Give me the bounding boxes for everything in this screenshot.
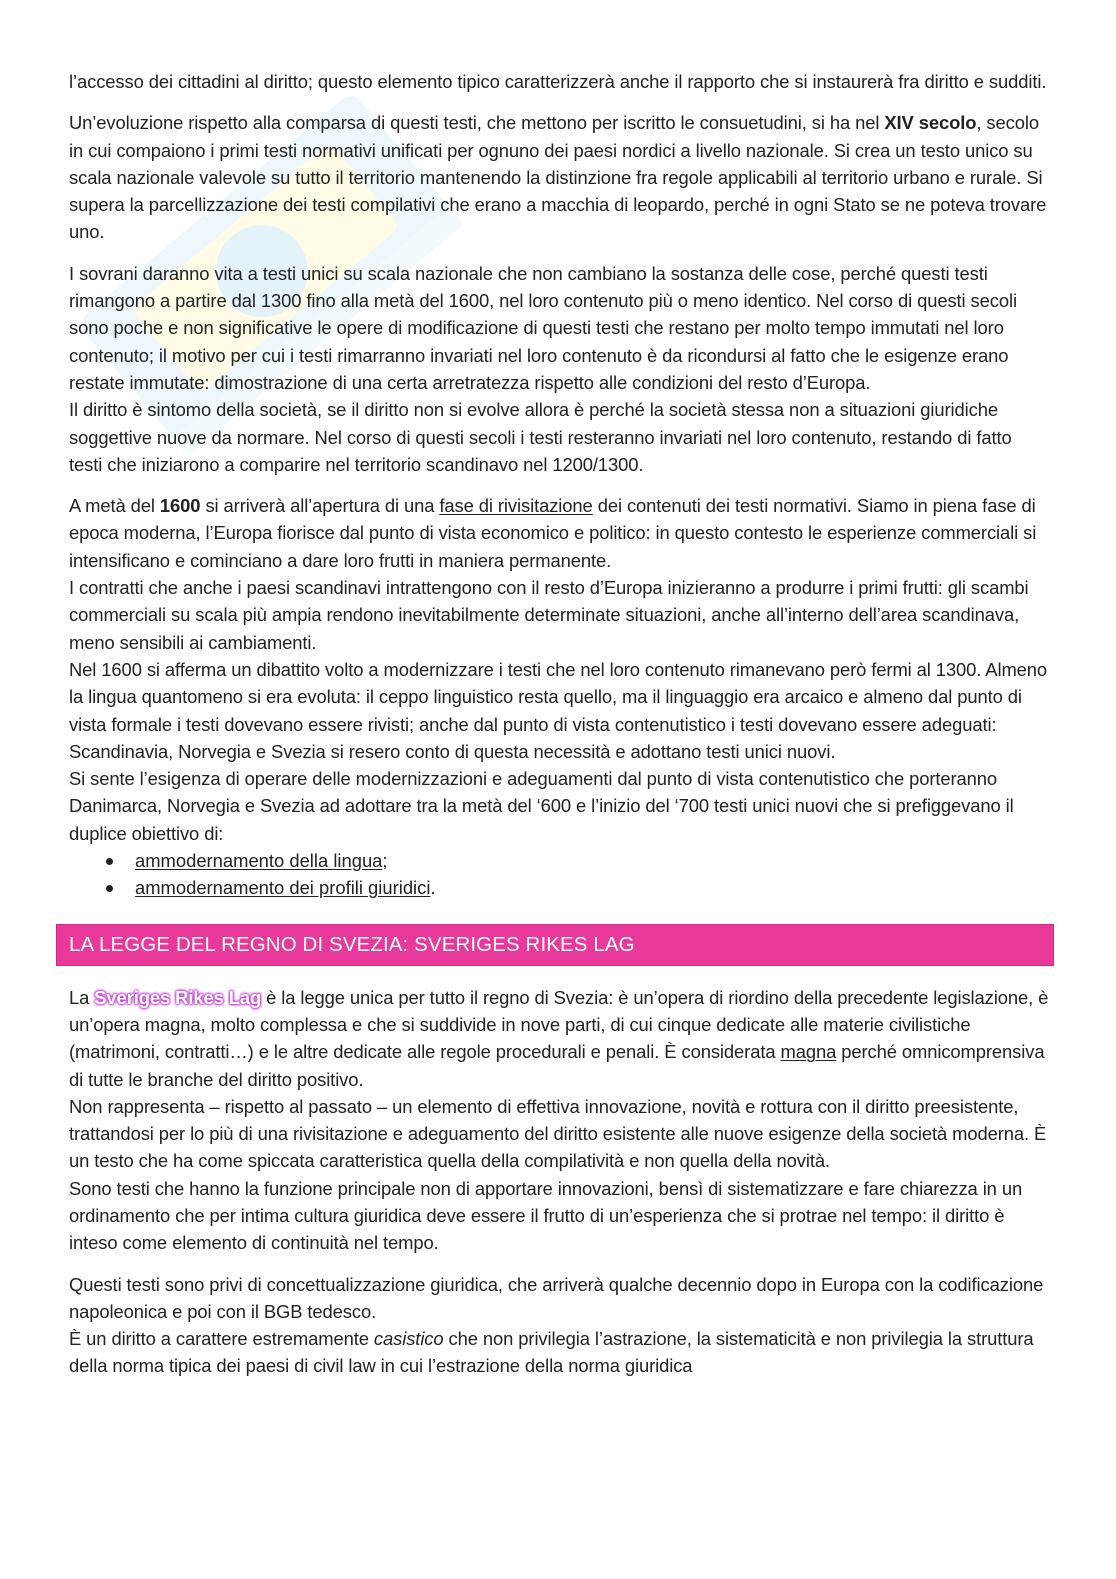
document-page bbox=[69, 68, 1049, 1380]
italic-text: casistico bbox=[373, 1328, 444, 1350]
paragraph: I contratti che anche i paesi scandinavi intrattengono con il resto d’Europa inizieranno a produrre i primi frutti: gli scambi commerciali su scala più ampia rendono inevitabilmente determinate situazioni, anche all’interno dell’area scandinava, meno sensibili ai cambiamenti. bbox=[69, 577, 1029, 653]
paragraph: Il diritto è sintomo della società, se il diritto non si evolve allora è perché la società stessa non a situazioni giuridiche soggettive nuove da normare. Nel corso di questi secoli i testi resteranno invariati nel loro contenuto, restando di fatto testi che iniziarono a comparire nel territorio scandinavo nel 1200/1300. bbox=[69, 399, 1012, 475]
paragraph: Non rappresenta – rispetto al passato – un elemento di effettiva innovazione, novità e rottura con il diritto preesistente, trattandosi per lo più di una rivisitazione e adeguamento del diritto esistente alle nuove esigenze della società moderna. È un testo che ha come spiccata caratteristica quella della compilatività e non quella della novità. bbox=[69, 1095, 1047, 1172]
paragraph: I sovrani daranno vita a testi unici su scala nazionale che non cambiano la sostanza delle cose, perché questi testi rimangono a partire dal 1300 fino alla metà del 1600, nel loro contenuto più o meno identico. Nel corso di questi secoli sono poche e non significative le opere di modificazione di questi testi che restano per molto tempo immutati nel loro contenuto; il motivo per cui i testi rimarranno invariati nel loro contenuto è da ricondursi al fatto che le esigenze erano restate immutate: dimostrazione di una certa arretratezza rispetto alle condizioni del resto d’Europa. bbox=[69, 262, 1017, 393]
bold-text: XIV secolo bbox=[884, 112, 977, 134]
bullet-list bbox=[69, 847, 1049, 902]
paragraph: La Sveriges Rikes Lag è la legge unica per tutto il regno di Svezia: è un’opera di riordino della precedente legislazione, è un’opera magna, molto complessa e che si suddivide in nove parti, di cui cinque dedicate alle materie civilistiche (matrimoni, contratti…) e le altre dedicate alle regole procedurali e penali. È considerata magna perché omnicomprensiva di tutte le branche del diritto positivo. bbox=[69, 986, 1049, 1090]
list-item: ammodernamento della lingua; bbox=[135, 847, 1049, 874]
paragraph: Questi testi sono privi di concettualizzazione giuridica, che arriverà qualche decennio dopo in Europa con la codificazione napoleonica e poi con il BGB tedesco. bbox=[69, 1273, 1044, 1322]
paragraph: Sono testi che hanno la funzione principale non di apportare innovazioni, bensì di sistematizzare e fare chiarezza in un ordinamento che per intima cultura giuridica deve essere il frutto di un’esperienza che si protrae nel tempo: il diritto è inteso come elemento di continuità nel tempo. bbox=[69, 1177, 1023, 1254]
section-heading bbox=[56, 924, 1054, 966]
paragraph: Nel 1600 si afferma un dibattito volto a modernizzare i testi che nel loro contenuto rimanevano però fermi al 1300. Almeno la lingua quantomeno si era evoluta: il ceppo linguistico resta quello, ma il linguaggio era arcaico e almeno dal punto di vista formale i testi dovevano essere rivisti; anche dal punto di vista contenutistico i testi dovevano essere adeguati: Scandinavia, Norvegia e Svezia si resero conto di questa necessità e adottano testi unici nuovi. bbox=[69, 658, 1048, 762]
paragraph: A metà del 1600 si arriverà all’apertura di una fase di rivisitazione dei contenuti dei testi normativi. Siamo in piena fase di epoca moderna, l’Europa fiorisce dal punto di vista economico e politico: in questo contesto le esperienze commerciali si intensificano e cominciano a dare loro frutti in maniera permanente. bbox=[69, 495, 1037, 571]
bold-text: 1600 bbox=[159, 495, 201, 517]
paragraph: l’accesso dei cittadini al diritto; questo elemento tipico caratterizzerà anche il rapporto che si instaurerà fra diritto e sudditi. bbox=[69, 71, 1047, 92]
section-heading-text: LA LEGGE DEL REGNO DI SVEZIA: SVERIGES RIKES LAG bbox=[69, 932, 635, 956]
paragraph: Un’evoluzione rispetto alla comparsa di questi testi, che mettono per iscritto le consuetudini, si ha nel XIV secolo, secolo in cui compaiono i primi testi normativi unificati per ognuno dei paesi nordici a livello nazionale. Si crea un testo unico su scala nazionale valevole su tutto il territorio mantenendo la distinzione fra regole applicabili al territorio urbano e rurale. Si supera la parcellizzazione dei testi compilativi che erano a macchia di leopardo, perché in ogni Stato se ne poteva trovare uno. bbox=[69, 112, 1047, 243]
underlined-text: fase di rivisitazione bbox=[439, 495, 593, 517]
list-item: ammodernamento dei profili giuridici. bbox=[135, 874, 1049, 901]
underlined-text: magna bbox=[780, 1041, 837, 1063]
paragraph: Si sente l’esigenza di operare delle modernizzazioni e adeguamenti dal punto di vista contenutistico che porteranno Danimarca, Norvegia e Svezia ad adottare tra la metà del ‘600 e l’inizio del ‘700 testi unici nuovi che si prefiggevano il duplice obiettivo di: bbox=[69, 768, 1014, 844]
highlighted-term: Sveriges Rikes Lag bbox=[94, 986, 262, 1008]
paragraph: È un diritto a carattere estremamente casistico che non privilegia l’astrazione, la sistematicità e non privilegia la struttura della norma tipica dei paesi di civil law in cui l’estrazione della norma giuridica bbox=[69, 1328, 1034, 1377]
